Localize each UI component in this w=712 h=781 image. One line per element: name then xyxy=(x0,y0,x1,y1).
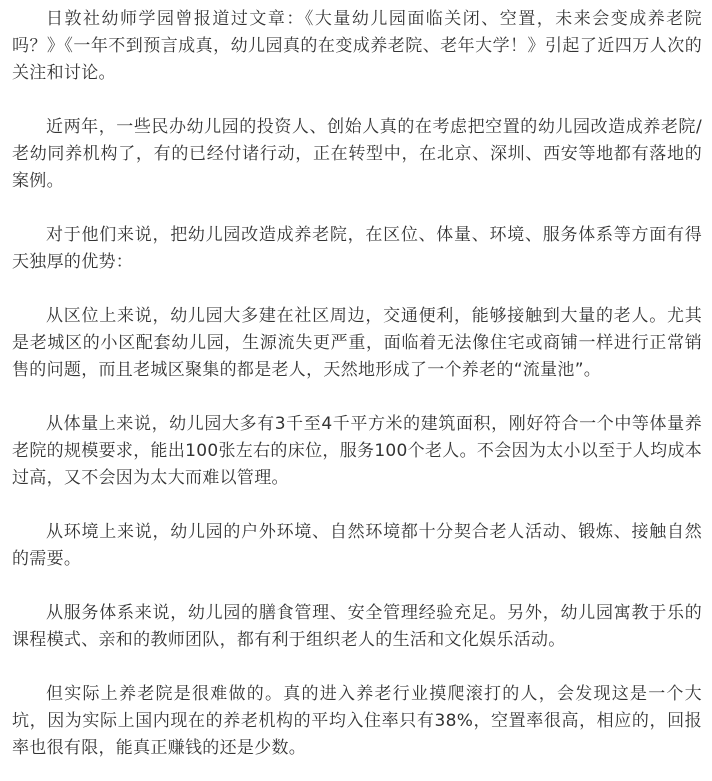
paragraph-trend: 近两年，一些民办幼儿园的投资人、创始人真的在考虑把空置的幼儿园改造成养老院/老幼同养机构了，有的已经付诸行动，正在转型中，在北京、深圳、西安等地都有落地的案例。 xyxy=(12,117,702,191)
paragraph-environment: 从环境上来说，幼儿园的户外环境、自然环境都十分契合老人活动、锻炼、接触自然的需要。 xyxy=(12,522,702,569)
paragraph-intro: 日敦社幼师学园曾报道过文章：《大量幼儿园面临关闭、空置，未来会变成养老院吗？》《一年不到预言成真，幼儿园真的在变成养老院、老年大学！》引起了近四万人次的关注和讨论。 xyxy=(12,9,702,83)
paragraph-location: 从区位上来说，幼儿园大多建在社区周边，交通便利，能够接触到大量的老人。尤其是老城区的小区配套幼儿园，生源流失更严重，面临着无法像住宅或商铺一样进行正常销售的问题，而且老城区聚集的都是老人，天然地形成了一个养老的“流量池”。 xyxy=(12,306,702,380)
paragraph-advantages: 对于他们来说，把幼儿园改造成养老院，在区位、体量、环境、服务体系等方面有得天独厚的优势： xyxy=(12,225,702,272)
article-body xyxy=(12,6,702,762)
paragraph-size: 从体量上来说，幼儿园大多有3千至4千平方米的建筑面积，刚好符合一个中等体量养老院的规模要求，能出100张左右的床位，服务100个老人。不会因为太小以至于人均成本过高，又不会因为太大而难以管理。 xyxy=(12,414,702,488)
paragraph-service: 从服务体系来说，幼儿园的膳食管理、安全管理经验充足。另外，幼儿园寓教于乐的课程模式、亲和的教师团队，都有利于组织老人的生活和文化娱乐活动。 xyxy=(12,603,702,650)
paragraph-reality: 但实际上养老院是很难做的。真的进入养老行业摸爬滚打的人，会发现这是一个大坑，因为实际上国内现在的养老机构的平均入住率只有38%，空置率很高，相应的，回报率也很有限，能真正赚钱的还是少数。 xyxy=(12,684,702,758)
